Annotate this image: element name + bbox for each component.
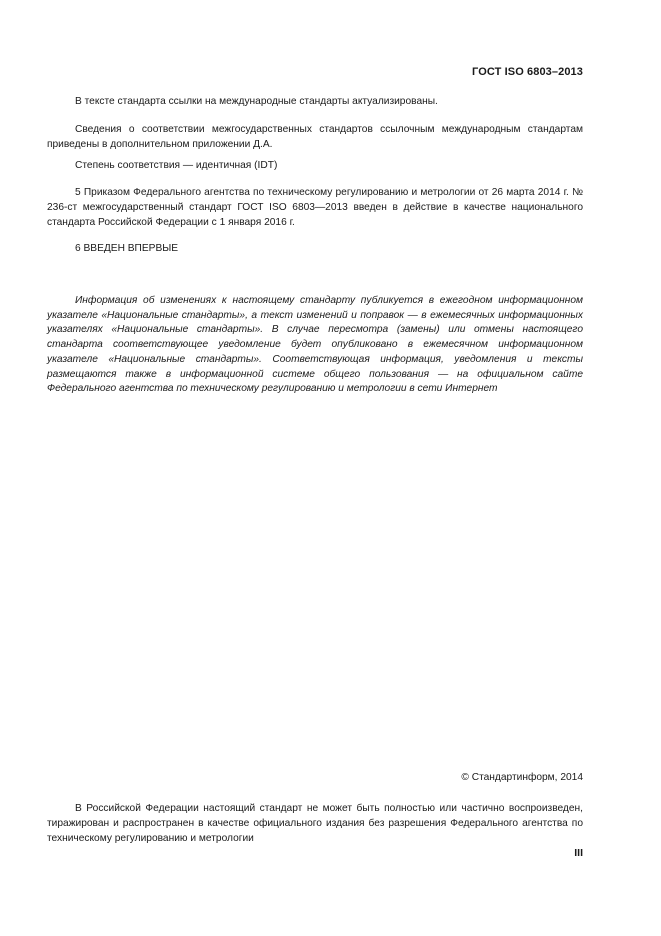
paragraph-correspondence-info: Сведения о соответствии межгосударственных стандартов ссылочным международным стандартам приведены в дополнительном приложении Д.А. — [47, 124, 583, 150]
paragraph-item-6-introduced: 6 ВВЕДЕН ВПЕРВЫЕ — [75, 243, 179, 254]
paragraph-degree-of-correspondence: Степень соответствия — идентичная (IDT) — [75, 160, 278, 171]
reproduction-notice: В Российской Федерации настоящий стандарт не может быть полностью или частично воспроизведен, тиражирован и распространен в качестве официального издания без разрешения Федерального агентства по техническому регулированию и метрологии — [47, 803, 583, 844]
document-header: ГОСТ ISO 6803–2013 — [472, 66, 583, 78]
paragraph-item-5-order: 5 Приказом Федерального агентства по техническому регулированию и метрологии от 26 марта 2014 г. № 236-ст межгосударственный стандарт ГОСТ ISO 6803—2013 введен в действие в качестве национального стандарта Российской Федерации с 1 января 2016 г. — [47, 187, 583, 228]
paragraph-references-updated: В тексте стандарта ссылки на международные стандарты актуализированы. — [75, 96, 438, 107]
page-number: III — [574, 847, 583, 859]
changes-information-notice: Информация об изменениях к настоящему стандарту публикуется в ежегодном информационном указателе «Национальные стандарты», а текст изменений и поправок — в ежемесячных информационных указателях «Национальные стандарты». В случае пересмотра (замены) или отмены настоящего стандарта соответствующее уведомление будет опубликовано в ежемесячном информационном указателе «Национальные стандарты». Соответствующая информация, уведомления и тексты размещаются также в информационной системе общего пользования — на официальном сайте Федерального агентства по техническому регулированию и метрологии в сети Интернет — [47, 295, 583, 395]
copyright-line: © Стандартинформ, 2014 — [461, 772, 583, 783]
